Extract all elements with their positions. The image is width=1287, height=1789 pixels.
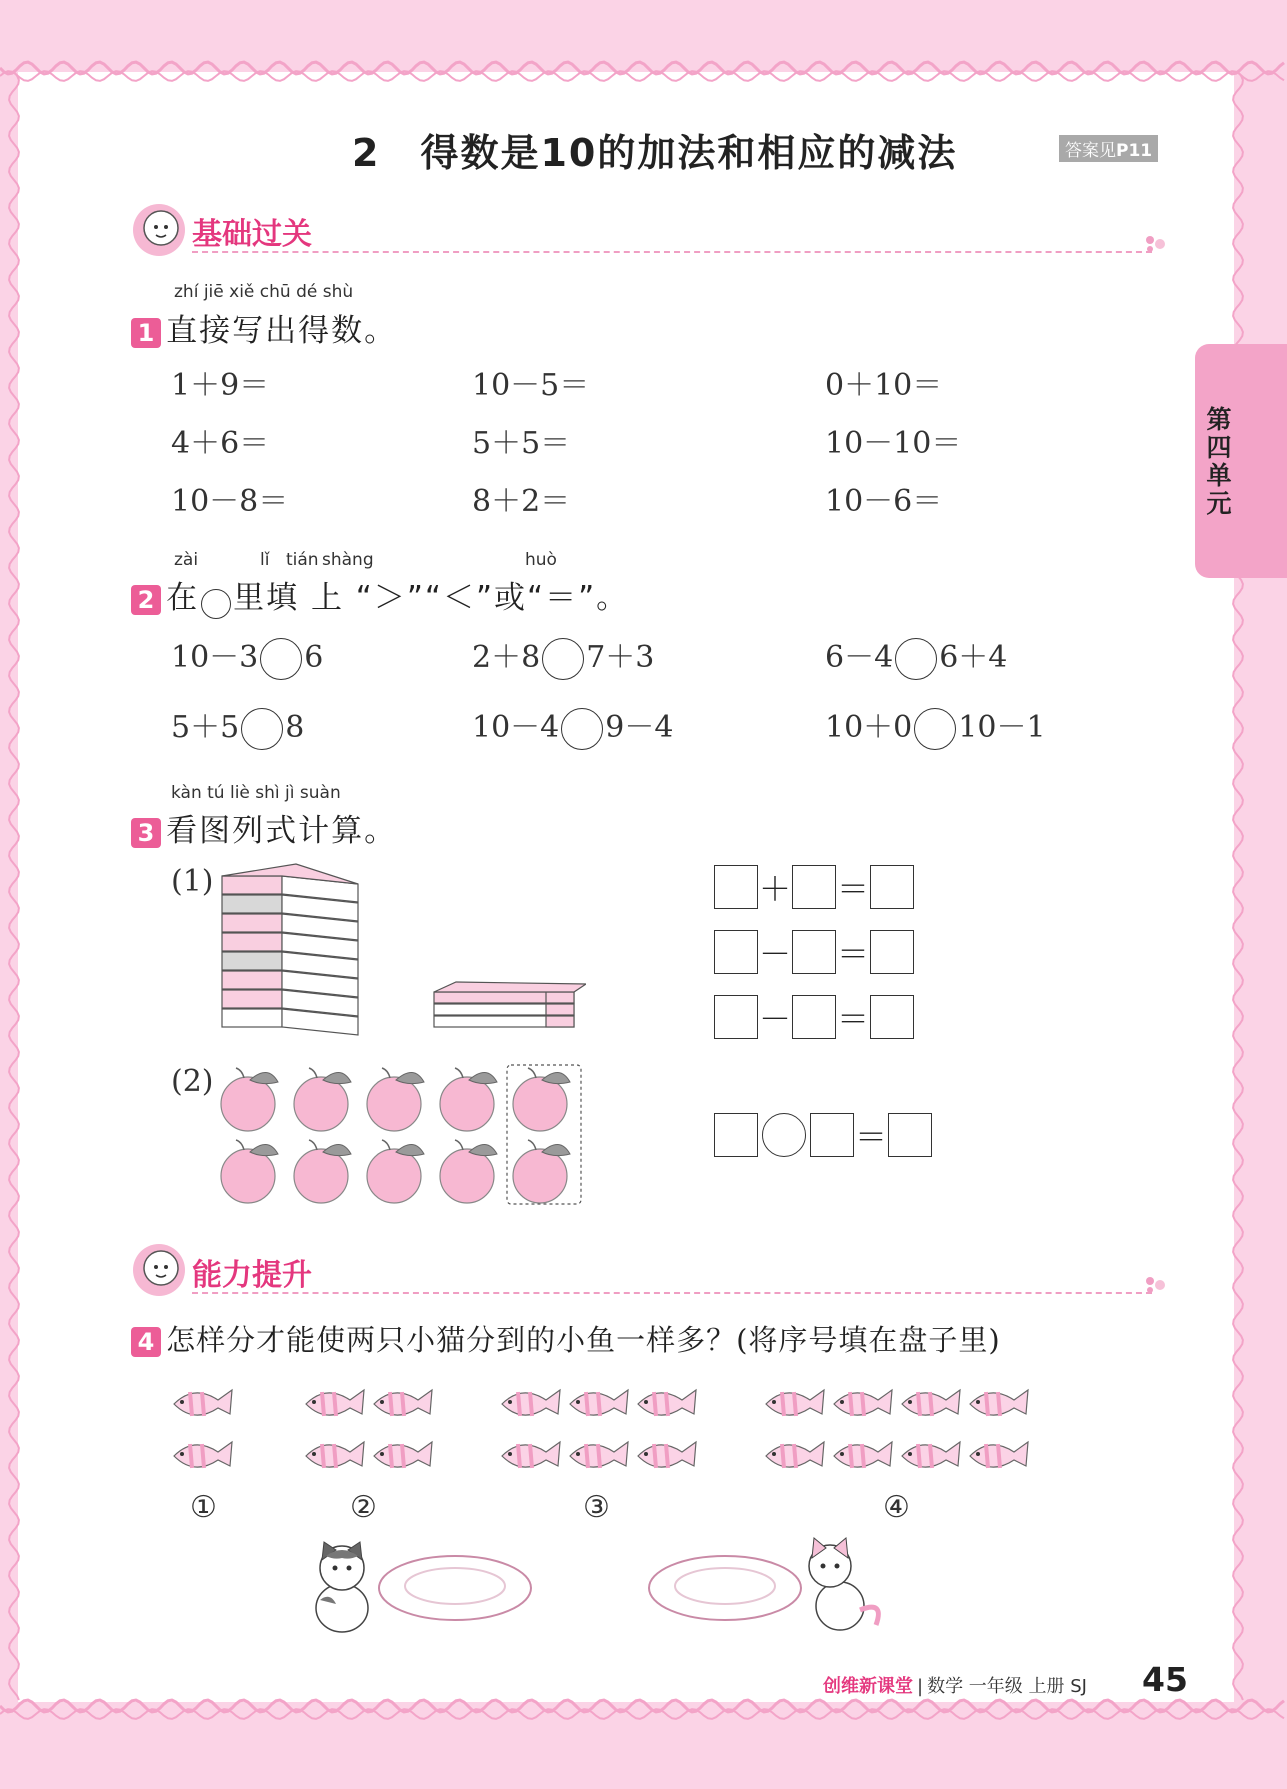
q3-part2-label: (2) (171, 1064, 214, 1099)
fish-group-label: ④ (883, 1490, 910, 1525)
plate-icon (379, 1556, 531, 1620)
answer-box[interactable] (792, 995, 836, 1039)
question-number: 2 (131, 585, 161, 615)
fish-icon (502, 1442, 560, 1468)
compare-item: 10－3 6 (171, 632, 323, 680)
q1-equation: 10－5＝ (472, 368, 590, 403)
q3-part1-label: (1) (171, 864, 214, 899)
unit-tab-label: 第四单元 (1206, 405, 1232, 518)
fish-icon (502, 1390, 560, 1416)
compare-circle[interactable] (241, 708, 283, 750)
q1-equation: 5＋5＝ (472, 426, 571, 461)
answer-box[interactable] (870, 930, 914, 974)
peach-icon (513, 1140, 570, 1203)
q1-text: 直接写出得数。 (166, 313, 398, 349)
q1-equation: 0＋10＝ (825, 368, 943, 403)
section-divider (192, 1292, 1152, 1294)
q1-equation: 8＋2＝ (472, 484, 571, 519)
compare-item: 2＋8 7＋3 (472, 632, 654, 680)
fish-icon (174, 1442, 232, 1468)
q2-pinyin: huò (525, 550, 557, 570)
peach-icon (367, 1140, 424, 1203)
eq-row: ＝ (714, 1112, 932, 1158)
fish-icon (902, 1442, 960, 1468)
mascot-icon (128, 202, 190, 258)
answer-box[interactable] (792, 865, 836, 909)
compare-item: 10－4 9－4 (472, 702, 673, 750)
q1-header (131, 305, 397, 350)
fish-group-label: ① (190, 1490, 217, 1525)
q3-text: 看图列式计算。 (166, 813, 398, 849)
cat-icon (809, 1538, 878, 1630)
fish-icon (970, 1390, 1028, 1416)
fish-icon (306, 1442, 364, 1468)
q3-header (131, 805, 397, 850)
compare-circle[interactable] (542, 638, 584, 680)
fish-icon (766, 1390, 824, 1416)
q2-pinyin: zài (174, 550, 199, 570)
q2-pinyin: shàng (322, 550, 374, 570)
answer-box[interactable] (870, 865, 914, 909)
answer-box[interactable] (888, 1113, 932, 1157)
books-illustration (216, 862, 586, 1042)
fish-icon (970, 1442, 1028, 1468)
answer-box[interactable] (870, 995, 914, 1039)
q1-equation: 10－10＝ (825, 426, 962, 461)
answer-box[interactable] (714, 930, 758, 974)
section-divider (192, 251, 1152, 253)
section-advanced-label: 能力提升 (192, 1258, 312, 1293)
fish-icon (570, 1442, 628, 1468)
eq-row: ＋ ＝ (714, 864, 914, 910)
q2-text-b: 里填 上 “＞”“＜”或“＝”。 (233, 580, 630, 616)
peach-icon (440, 1068, 497, 1131)
cats-plates-illustration (300, 1530, 900, 1635)
footer: 创维新课堂 | 数学 一年级 上册 SJ (823, 1676, 1087, 1697)
dots-icon (1144, 1275, 1172, 1295)
page-title: 2 得数是10的加法和相应的减法 (352, 131, 958, 175)
q1-equation: 4＋6＝ (171, 426, 270, 461)
book-icon (434, 1004, 574, 1015)
question-number: 1 (131, 318, 161, 348)
q2-header (131, 572, 629, 619)
question-number: 3 (131, 818, 161, 848)
eq-row: － ＝ (714, 929, 914, 975)
brand-name: 创维新课堂 (823, 1676, 913, 1697)
peach-icon (221, 1140, 278, 1203)
q1-equation: 10－6＝ (825, 484, 943, 519)
compare-circle[interactable] (914, 708, 956, 750)
book-icon (434, 992, 574, 1003)
book-icon (434, 1016, 574, 1027)
fish-icon (902, 1390, 960, 1416)
q4-header (131, 1318, 1001, 1359)
q1-pinyin: zhí jiē xiě chū dé shù (174, 282, 354, 302)
fish-icon (834, 1390, 892, 1416)
answer-box[interactable] (714, 1113, 758, 1157)
q2-pinyin: tián (286, 550, 319, 570)
compare-item: 10＋0 10－1 (825, 702, 1046, 750)
peach-icon (221, 1068, 278, 1131)
answer-box[interactable] (810, 1113, 854, 1157)
fish-icon (766, 1442, 824, 1468)
fish-icon (638, 1442, 696, 1468)
answer-box[interactable] (714, 865, 758, 909)
answer-box[interactable] (792, 930, 836, 974)
fish-icon (374, 1442, 432, 1468)
fish-group-label: ③ (583, 1490, 610, 1525)
peach-icon (513, 1068, 570, 1131)
fish-group-label: ② (350, 1490, 377, 1525)
fish-icon (174, 1390, 232, 1416)
page-number: 45 (1142, 1660, 1188, 1699)
eq-row: － ＝ (714, 994, 914, 1040)
fish-illustration (160, 1372, 1040, 1492)
section-basic-label: 基础过关 (192, 217, 312, 252)
answer-reference: 答案见P11 (1059, 135, 1158, 162)
fish-icon (638, 1390, 696, 1416)
q1-equation: 1＋9＝ (171, 368, 270, 403)
q1-equation: 10－8＝ (171, 484, 289, 519)
peach-icon (294, 1068, 351, 1131)
book-meta: 数学 一年级 上册 SJ (927, 1676, 1087, 1697)
fish-icon (306, 1390, 364, 1416)
q3-pinyin: kàn tú liè shì jì suàn (171, 783, 341, 803)
question-number: 4 (131, 1327, 161, 1357)
answer-box[interactable] (714, 995, 758, 1039)
compare-circle[interactable] (260, 638, 302, 680)
operator-circle[interactable] (762, 1113, 806, 1157)
cat-icon (316, 1542, 368, 1632)
q2-text-a: 在 (166, 580, 200, 616)
peach-icon (440, 1140, 497, 1203)
dots-icon (1144, 234, 1172, 254)
q4-text: 怎样分才能使两只小猫分到的小鱼一样多？(将序号填在盘子里) (166, 1323, 1001, 1357)
compare-item: 5＋5 8 (171, 702, 304, 750)
peach-icon (367, 1068, 424, 1131)
circle-symbol (201, 589, 231, 619)
peaches-illustration (212, 1062, 588, 1210)
compare-circle[interactable] (895, 638, 937, 680)
plate-icon (649, 1556, 801, 1620)
fish-icon (570, 1390, 628, 1416)
peach-icon (294, 1140, 351, 1203)
compare-circle[interactable] (561, 708, 603, 750)
mascot-icon (128, 1242, 190, 1298)
fish-icon (374, 1390, 432, 1416)
q2-pinyin: lǐ (260, 550, 270, 570)
fish-icon (834, 1442, 892, 1468)
compare-item: 6－4 6＋4 (825, 632, 1007, 680)
